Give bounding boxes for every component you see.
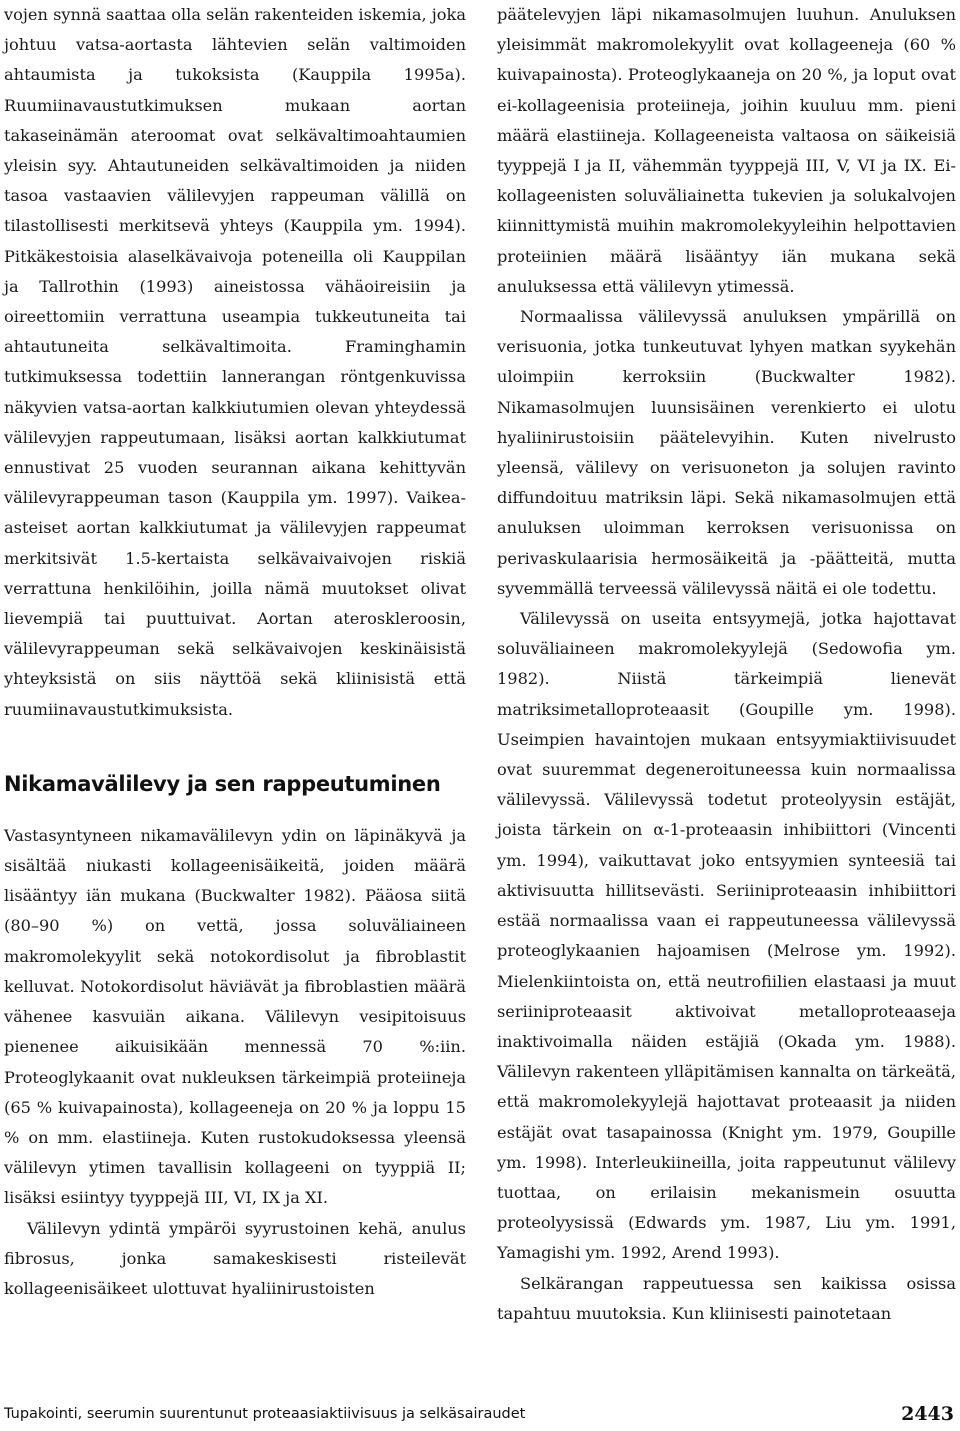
page-number: 2443 — [901, 1403, 954, 1425]
section-heading: Nikamavälilevy ja sen rappeutuminen — [4, 771, 441, 796]
right-paragraph-4: Selkärangan rappeutuessa sen kaikissa osissa tapahtuu muutoksia. Kun kliinisesti painotetaan — [497, 1273, 956, 1323]
right-paragraph-2: Normaalissa välilevyssä anuluksen ympärillä on verisuonia, jotka tunkeutuvat lyhyen matkan syykehän uloimpiin kerroksiin (Buckwalter 1982). Nikamasolmujen luunsisäinen verenkierto ei ulotu hyaliinirustoisiin päätelevyihin. Kuten nivelrusto yleensä, välilevy on verisuoneton ja solujen ravinto diffundoituu matriksin läpi. Sekä nikamasolmujen että anuluksen uloimman kerroksen verisuonissa on perivaskulaarisia hermosäikeitä ja -päätteitä, mutta syvemmällä terveessä välilevyssä näitä ei ole todettu. — [497, 307, 956, 598]
right-paragraph-3: Välilevyssä on useita entsyymejä, jotka hajottavat soluväliaineen makromolekyylejä (Sedowofia ym. 1982). Niistä tärkeimpiä lienevät matriksimetalloproteaasit (Goupille ym. 1998). Useimpien havaintojen mukaan entsyymiaktiivisuudet ovat suuremmat degeneroituneessa kuin normaalissa välilevyssä. Välilevyssä todetut proteolyysin estäjät, joista tärkein on α-1-proteaasin inhibiittori (Vincenti ym. 1994), vaikuttavat joko entsyymien synteesiä tai aktivisuutta hillitsevästi. Seriiniproteaasin inhibiittori estää normaalissa vaan ei rappeutuneessa välilevyssä proteoglykaanien hajoamisen (Melrose ym. 1992). Mielenkiintoista on, että neutrofiilien elastaasi ja muut seriiniproteaasit aktivoivat metalloproteaaseja inaktivoimalla näiden estäjiä (Okada ym. 1988). Välilevyn rakenteen ylläpitämisen kannalta on tärkeätä, että makromolekyylejä hajottavat proteaasit ja niiden estäjät ovat tasapainossa (Knight ym. 1979, Goupille ym. 1998). Interleukiineilla, joita rappeutunut välilevy tuottaa, on erilaisin mekanismein osuutta proteolyysissä (Edwards ym. 1987, Liu ym. 1991, Yamagishi ym. 1992, Arend 1993). — [497, 609, 956, 1263]
left-paragraph-3: Välilevyn ydintä ympäröi syyrustoinen kehä, anulus fibrosus, jonka samakeskisesti risteilevät kollageenisäikeet ulottuvat hyaliinirustoisten — [4, 1218, 466, 1298]
left-paragraph-2: Vastasyntyneen nikamavälilevyn ydin on läpinäkyvä ja sisältää niukasti kollageenisäikeitä, joiden määrä lisääntyy iän mukana (Buckwalter 1982). Pääosa siitä (80–90 %) on vettä, jossa soluväliaineen makromolekyylit sekä notokordisolut ja fibroblastit kelluvat. Notokordisolut häviävät ja fibroblastien määrä vähenee kasvuiän aikana. Välilevyn vesipitoisuus pienenee aikuisikään mennessä 70 %:iin. Proteoglykaanit ovat nukleuksen tärkeimpiä proteiineja (65 % kuivapainosta), kollageeneja on 20 % ja loppu 15 % on mm. elastiineja. Kuten rustokudoksessa yleensä välilevyn ytimen tavallisin kollageeni on tyyppiä II; lisäksi esiintyy tyyppejä III, VI, IX ja XI. — [4, 825, 466, 1208]
section-gap — [4, 725, 466, 770]
left-paragraph-1: vojen synnä saattaa olla selän rakenteiden iskemia, joka johtuu vatsa-aortasta lähtevien selän valtimoiden ahtaumista ja tukoksista (Kauppila 1995a). Ruumiinavaustutkimuksen mukaan aortan takaseinämän ateroomat ovat selkävaltimoahtaumien yleisin syy. Ahtautuneiden selkävaltimoiden ja niiden tasoa vastaavien välilevyjen rappeuman välillä on tilastollisesti merkitsevä yhteys (Kauppila ym. 1994). Pitkäkestoisia alaselkävaivoja poteneilla oli Kauppilan ja Tallrothin (1993) aineistossa vähäoireisiin ja oireettomiin verrattuna useampia tukkeutuneita tai ahtautuneita selkävaltimoita. Framinghamin tutkimuksessa todettiin lannerangan röntgenkuvissa näkyvien vatsa-aortan kalkkiutumien olevan yhteydessä välilevyjen rappeutumaan, lisäksi aortan kalkkiutumat ennustivat 25 vuoden seurannan aikana kehittyvän välilevyrappeuman tason (Kauppila ym. 1997). Vaikea-asteiset aortan kalkkiutumat ja välilevyjen rappeumat merkitsivät 1.5-kertaista selkävaivaivojen riskiä verrattuna henkilöihin, joilla nämä muutokset olivat lievempiä tai puuttuivat. Aortan ateroskleroosin, välilevyrappeuman sekä selkävaivojen keskinäisistä yhteyksistä on siis näyttöä sekä kliinisistä että ruumiinavaustutkimuksista. — [4, 5, 466, 719]
heading-gap — [4, 798, 466, 821]
right-paragraph-1: päätelevyjen läpi nikamasolmujen luuhun. Anuluksen yleisimmät makromolekyylit ovat kollageeneja (60 % kuivapainosta). Proteoglykaaneja on 20 %, ja loput ovat ei-kollageenisia proteiineja, joihin kuuluu mm. pieni määrä elastiineja. Kollageeneista valtaosa on säikeisiä tyyppejä I ja II, vähemmän tyyppejä III, V, VI ja IX. Ei-kollageenisten soluväliainetta tukevien ja solukalvojen kiinnittymistä muihin makromolekyyleihin helpottavien proteiinien määrä lisääntyy iän mukana sekä anuluksessa että välilevyn ytimessä. — [497, 5, 956, 296]
left-column — [4, 0, 466, 1304]
running-title: Tupakointi, seerumin suurentunut proteaasiaktiivisuus ja selkäsairaudet — [4, 1406, 526, 1422]
right-column — [497, 0, 956, 1329]
